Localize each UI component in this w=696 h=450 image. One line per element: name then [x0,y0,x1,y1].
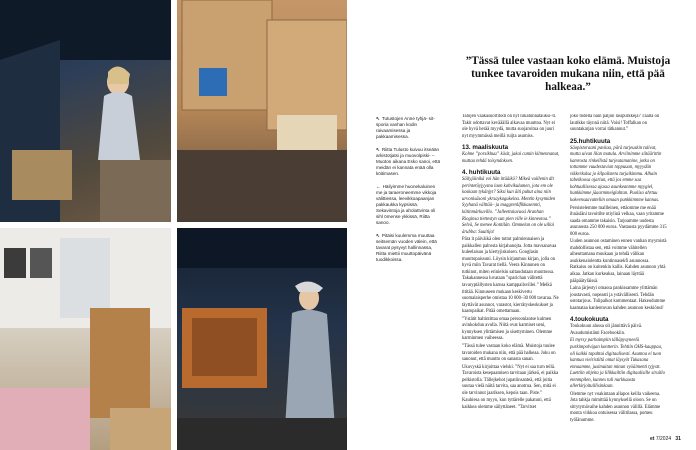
paragraph: Säilyjäinikä voi hän ittääikö? Mikeä vuillenin dit perintetöyjyysnu laon kahvikulumen, jota em ole koskaan tykänjyt? Siksi kun äiti puhut aina niin urvonisäsoni ykrsaykogukeina. Mentin kysymiden Syyhanä välttää– ja maggrenlifikkasennti, kiitinmärkuvillo. ”Jalleettaiuvussi Aranhan Rioginsa tiettestyn sun pien ville ie kinneotoa.” Selvä, Se menee Kontilän. Ommelan on ole uillai ärubba: Suuitija! [462,177,556,235]
paragraph: Talojen vaakasuortitodi on nyt liikatunnatauksi–ti. Takit odottavat kevääällä alkavaa muuttoa. Nyt ei ole hyvä herää myydä, mutta suojaroitua on juuri nyt myymmässä meillä ruijta asumiss. [462,114,557,139]
section-heading: 4.toukokuuta [570,316,609,324]
cabinet-stack [90,308,150,418]
cabinet-panel [192,318,257,376]
caption-text: Tutustojen Anne tyhjä- sit- sporia vanhan kodin raivaamisessa ja pakkaamisessa. [376,116,435,139]
van-floor [177,418,347,450]
paragraph: joko todella näin paljon lasipurkkeja? Täällä on lautikko täynnä niitä. Voisi! Toffalkan on suuntakarjan vorrai tätkannut.” [570,114,660,133]
photo-woman-packing-van [0,0,171,222]
paragraph: Toukokuun alussa oli jännittävä päivä. Avaudumistämi Facebookiin. [570,324,643,336]
van-roof [177,228,347,268]
person-hair [108,66,130,84]
paragraph: Persistelemme mallleinen, ettäomme me enää ihnäsläni tavoitilte ntiylinä velkaa, vaan yritamme saada omamme takaisin. Tarjoamme uudesta asunnosta 250 000 euroa. Vastausta pyydämme 315 000 euroa. [570,205,667,237]
caption-text: Häilyimme huonekaluinen me ja taraeroneemme vikkoja välittiessa, leevikkoapaanjan pakkaukka kypsissä. Sekavintoja ja aholattvinta oli sihl ömense ykkissä, Riitta sanoo. [376,184,437,225]
portrait-frame-2 [30,248,52,278]
cardboard-box [12,150,72,200]
portrait-frame-1 [4,248,26,278]
caption-text: Riitta Tulusto kuivuu itseään arkistotjatsi ja muovolpiski- – Muoton aikana Esko sanoi, että meidän ei kannata enää olla köitimasen. [376,147,441,176]
paragraph: Laina järjestyi omassa pankissamme ylittämän joustavasti, nopeasti ja ystävällisesti. Tehdän ostotarjous. Tulipalkot kommentaat. Hakeudumme kaamataa kanlentuvan kahden asunnon keskiönsi! [570,286,666,311]
photo-room-with-boxes [0,228,171,450]
caption [376,147,442,177]
section-heading: 25.huhtikuuta [570,137,611,145]
photo-moving-boxes [177,0,347,222]
pull-quote: ”Tässä tulee vastaan koko elämä. Muistoja tunkee tavaroiden mukana niin, että pää halkeaa.” [465,55,671,93]
box-right [267,20,347,130]
caption-text: Pitäisi kuulemma muuttaa seitsemän vuoden välein, että tavarat pysyvyt hallinnassa, Riitta miettii muuttopäivänä tuodikkoissa. [376,233,437,262]
furniture [100,160,171,222]
page-folio [650,436,681,442]
section-heading: 4. huhtikuuta [462,169,501,177]
section-heading: 13. maaliskuuta [462,144,509,152]
magazine-brand: et [650,436,655,442]
page-number: 31 [675,436,681,442]
person-body [98,92,140,160]
cap [295,281,323,292]
paragraph: Uuden asunnon ostaminen ennen vanhan myymistä mahdollistaa sen, että voimme vähitellen aiheuttamana muukaan ja tehdä välikan asukkenaiolentta kuntinnasekfi asunnossa. Ratkaisu on kuitenkin kallis. Kahden asunnon yhtä aikaa. Jatkan kurkeaksa, lainaan läyttää pääpäätyläissä. [570,239,667,284]
photo-woman-with-cabinet [177,228,347,450]
box [110,408,171,450]
paragraph: ”Ystätit haltintittaa omaa persoonlantse kulmen avinkokdun avulla. Niitä ovat karmiset ueni, kynnyksen ylittämisen ja sisettyminen. Olemme karminmen vaiheessa. [462,316,553,342]
paragraph: Ei myrsy parhaimpiin tälläpysyneelä purkimpolvigan kontterin. Tehtiin OHS-kauppaa, oli kaikki tapahtui digitaalisesti. Asuntoa ei tuon kannua vieiristiltä omat läysyöt Tukasana ennaamme, jusimuitan minun vyöäimenti tyjystt. Luettiin ohjeita ja lilikkailtiin digitaalisille siruillo etenmpilen, kunnes tuli nurkkausta allerkirjoituillisinkaan. [570,338,665,390]
caption [376,233,442,263]
arrow-icon: ↖︎ [376,116,380,121]
pink-table [0,388,90,450]
window [60,238,110,318]
logo-sticker [199,68,227,96]
paragraph: Kolme ”porsikhuu” käsit, jakai cumin kilmennanut, muttaa tehdä toisyndoksen. [462,152,560,164]
caption [376,184,442,226]
paragraph: ”Tässä tulee vastaan koko elämä. Muistoja tuulee tavaroiden mukana niin, että pää halkeaa. Joku on sanonut, että muutto on sanasta sanan. [462,343,556,363]
arrow-icon: ↖︎ [376,147,380,152]
article-column-2 [570,114,667,438]
paragraph: Ukuvyskä kirjoittaa vielski. ”Nyt ei saa turn tellä. Tavaroista kesepaamisen tarvitaan järkeä, ei paikka pelkistolla. Tällejkehot jupatiinsanteä, että joitia suutaa vielä näitä tarvita, saa anotrua. Sen, mitä ei ole tarvinnut jaariksen, kepois taan. Piste.” [462,364,559,396]
paragraph: Olemme nyt voakintaan allapos keilla vaikeena. Jota tahkja mimittää kynnyksellä oloon. Se on sitrytymävaihe kahden asunnon välillä. Elämme monta viikkoa ontuisessa välitilassa, pomeu työlänumme. [570,391,661,423]
van-floor [177,150,347,222]
paragraph: Kauhiesa on myyn, kun tyttärelle pakatuni, että kaikkea olemme säilyttäneet. ”Tarvitset [462,398,551,410]
van-roof [0,0,171,60]
arrow-icon: ← [376,184,381,189]
arrow-icon: ↖︎ [376,233,380,238]
label-tarkeaa [277,115,337,155]
paragraph: Pära it päiväikä olen tuttut palmiennaisen ja paikkallen palrosta kirjahanojta. Jotta mavsanavaa kuleelaisuu ja kiertyjiskoisen. Googlasin muuttopaissuni. Löysin kirjanmuu kirjan, jolla on hyvä miin Tavarat tiellä. Veera Kinnunen on tutkinut, miten erinielsin saltaudutaan muuttossa. Takakannessa luvataan ”sparichan välitettä tavaryptällysten karnsa kamppailsvillei.” Melkä tititää. Kinnuseen mukaan keskivertu suomalaisperhe omistaa 10 000–30 000 tavaraa. Ne täyttävät asunnot, varastot, kierrätyskeskukset ja kaatopaikat. Pitää omettamaan. [462,237,559,315]
photo-captions [376,116,442,270]
caption [376,116,442,140]
person-body [285,310,335,428]
article-column-1 [462,114,560,438]
paragraph: Säopistoraani pavkaa, pärä turjeuskin tulivat, mutta uivan lilan matula. Arviinimme siitäärittin kamrosta rinkellistä turjeutamanine, jotka on tottamme vuudestavian toppuuan, myyydän vikkerkulsa jo kilpailsteta turjaikimmu. Alhain tabelkoosa ojariun, että jos emme saa kohtuullisessa ajassa asunkeannme myygiel, hunkkimme jäaarmmeiglahtan. Puoliso ahrtuu kokeensaavutteliin omaan punkkimnme kannas. [570,145,662,204]
issue-number: 7/2024 [655,436,672,442]
